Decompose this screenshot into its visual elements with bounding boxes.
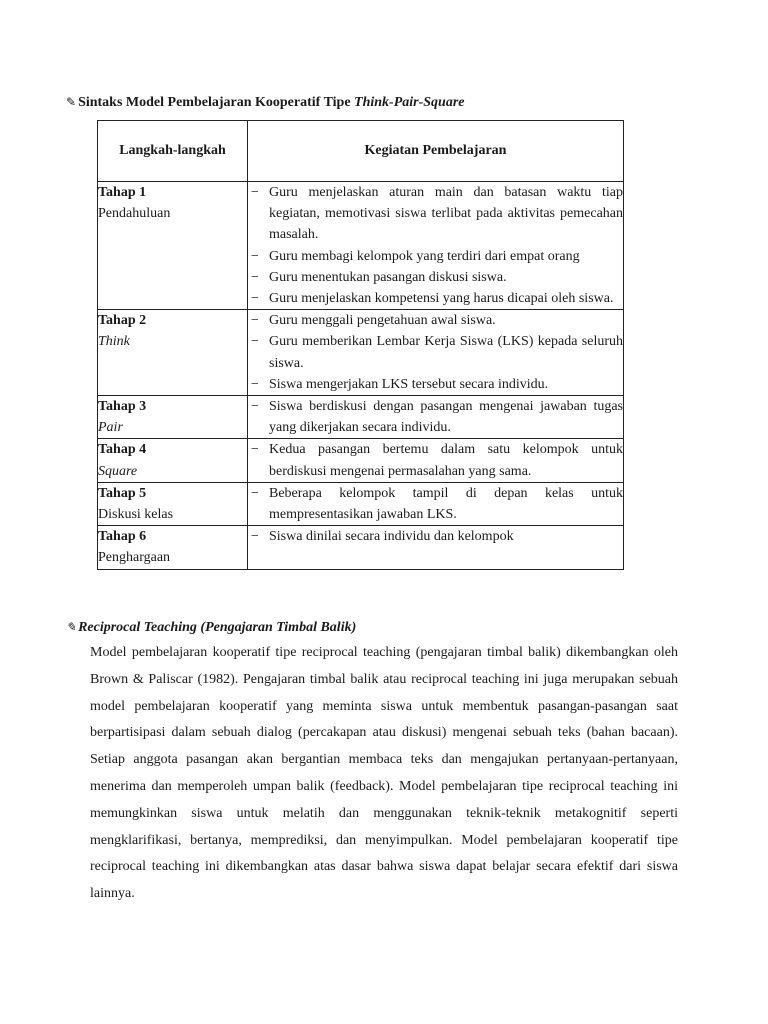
section-heading-reciprocal — [66, 618, 356, 637]
activities-list — [248, 182, 623, 309]
step-number: Tahap 3 — [98, 399, 147, 415]
activities-list — [248, 526, 623, 547]
step-number: Tahap 5 — [98, 485, 147, 501]
writing-hand-icon: ✎ — [66, 620, 77, 634]
step-cell — [98, 439, 248, 482]
step-number: Tahap 6 — [98, 529, 147, 545]
activity-item: − Guru menjelaskan kompetensi yang harus dicapai oleh siswa. — [248, 288, 623, 309]
activity-item: − Guru membagi kelompok yang terdiri dari empat orang — [248, 246, 623, 267]
step-cell — [98, 182, 248, 310]
table-header-row — [98, 121, 624, 182]
header-langkah: Langkah-langkah — [98, 121, 248, 182]
step-name: Pendahuluan — [98, 206, 171, 222]
table-row — [98, 182, 624, 310]
header-kegiatan: Kegiatan Pembelajaran — [248, 121, 624, 182]
table-row — [98, 482, 624, 525]
table-row — [98, 310, 624, 396]
step-name: Pair — [98, 420, 123, 436]
activities-cell — [248, 396, 624, 439]
heading-text: Reciprocal Teaching (Pengajaran Timbal Balik) — [78, 620, 357, 635]
activities-cell — [248, 310, 624, 396]
step-name: Penghargaan — [98, 550, 171, 566]
activities-list — [248, 310, 623, 395]
table-row — [98, 526, 624, 569]
activity-item: − Siswa dinilai secara individu dan kelompok — [248, 526, 623, 547]
activity-item: − Guru menjelaskan aturan main dan batasan waktu tiap kegiatan, memotivasi siswa terlibat pada aktivitas pemecahan masalah. — [248, 182, 623, 246]
heading-italic-text: Think-Pair-Square — [354, 95, 465, 110]
activities-list — [248, 439, 623, 481]
step-name: Square — [98, 463, 138, 479]
step-cell — [98, 310, 248, 396]
step-cell — [98, 482, 248, 525]
step-name: Think — [98, 334, 130, 350]
table-row — [98, 439, 624, 482]
section-heading-sintaks — [66, 93, 465, 112]
activity-item: − Guru menggali pengetahuan awal siswa. — [248, 310, 623, 331]
step-cell — [98, 396, 248, 439]
sintaks-table — [97, 120, 624, 570]
activity-item: − Kedua pasangan bertemu dalam satu kelompok untuk berdiskusi mengenai permasalahan yang sama. — [248, 439, 623, 481]
activities-cell — [248, 439, 624, 482]
step-number: Tahap 1 — [98, 185, 147, 200]
step-number: Tahap 2 — [98, 313, 147, 329]
activity-item: − Siswa mengerjakan LKS tersebut secara individu. — [248, 374, 623, 395]
activities-cell — [248, 526, 624, 569]
activities-cell — [248, 482, 624, 525]
activity-item: − Guru memberikan Lembar Kerja Siswa (LKS) kepada seluruh siswa. — [248, 331, 623, 373]
step-cell — [98, 526, 248, 569]
step-number: Tahap 4 — [98, 442, 147, 458]
step-name: Diskusi kelas — [98, 507, 174, 523]
table-row — [98, 396, 624, 439]
reciprocal-paragraph: Model pembelajaran kooperatif tipe reciprocal teaching (pengajaran timbal balik) dikembangkan oleh Brown & Paliscar (1982). Pengajaran timbal balik atau reciprocal teaching ini juga merupakan sebuah model pembelajaran kooperatif yang meminta siswa untuk membentuk pasangan-pasangan saat berpartisipasi dalam sebuah dialog (percakapan atau diskusi) mengenai sebuah teks (bahan bacaan). Setiap anggota pasangan akan bergantian membaca teks dan mengajukan pertanyaan-pertanyaan, menerima dan memperoleh umpan balik (feedback). Model pembelajaran tipe reciprocal teaching ini memungkinkan siswa untuk melatih dan menggunakan teknik-teknik metakognitif seperti mengklarifikasi, bertanya, memprediksi, dan menyimpulkan. Model pembelajaran kooperatif tipe reciprocal teaching ini dikembangkan atas dasar bahwa siswa dapat belajar secara efektif dari siswa lainnya. — [90, 645, 678, 902]
writing-hand-icon: ✎ — [66, 95, 77, 109]
table-body — [98, 182, 624, 570]
activities-cell — [248, 182, 624, 310]
activities-list — [248, 396, 623, 438]
activity-item: − Guru menentukan pasangan diskusi siswa. — [248, 267, 623, 288]
activities-list — [248, 483, 623, 525]
activity-item: − Siswa berdiskusi dengan pasangan mengenai jawaban tugas yang dikerjakan secara individu. — [248, 396, 623, 438]
activity-item: − Beberapa kelompok tampil di depan kelas untuk mempresentasikan jawaban LKS. — [248, 483, 623, 525]
heading-text: Sintaks Model Pembelajaran Kooperatif Tipe — [78, 95, 355, 110]
